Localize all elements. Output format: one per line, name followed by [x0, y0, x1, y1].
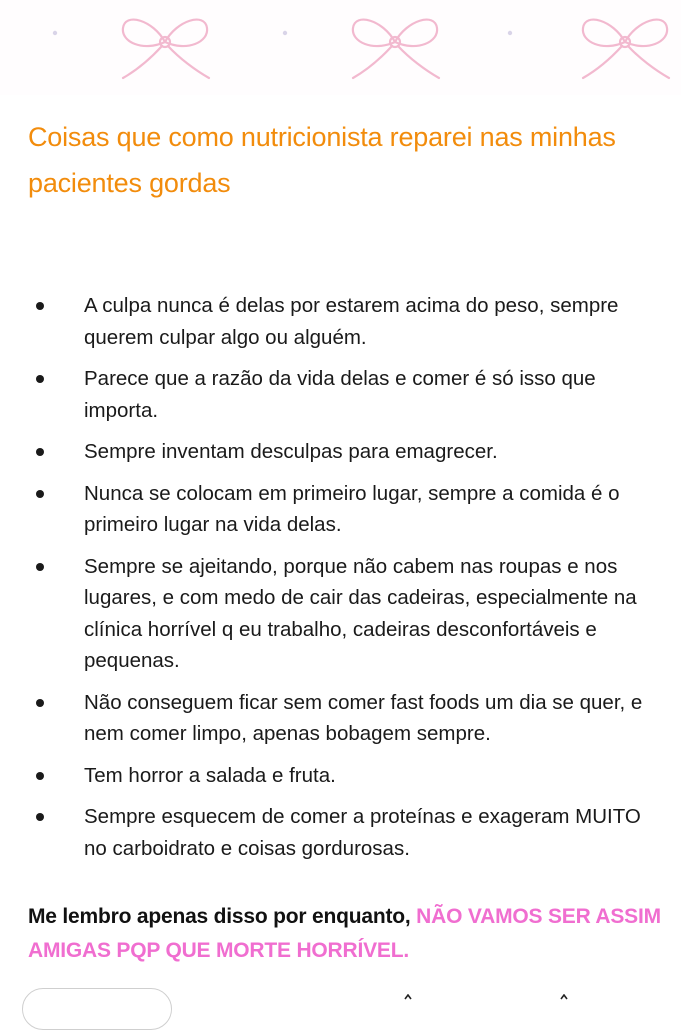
bullet-icon — [36, 302, 44, 310]
closing-highlight: NÃO VAMOS SER ASSIM AMIGAS PQP QUE MORTE HORRÍVEL. — [28, 905, 661, 962]
list-item — [0, 551, 681, 677]
closing-text: Me lembro apenas disso por enquanto, — [28, 905, 417, 928]
reblog-icon[interactable] — [404, 994, 412, 1000]
list-item — [0, 760, 681, 792]
list-item-text: Nunca se colocam em primeiro lugar, sempre a comida é o primeiro lugar na vida delas. — [84, 481, 620, 536]
bullet-icon — [36, 375, 44, 383]
list-item-text: Parece que a razão da vida delas e comer é só isso que importa. — [84, 367, 596, 422]
list-item-text: A culpa nunca é delas por estarem acima do peso, sempre querem culpar algo ou alguém. — [84, 294, 619, 349]
list-item — [0, 290, 681, 353]
bullet-icon — [36, 448, 44, 456]
list-item — [0, 478, 681, 541]
bullet-icon — [36, 490, 44, 498]
list-item — [0, 687, 681, 750]
like-icon[interactable] — [560, 994, 568, 1000]
bullet-icon — [36, 813, 44, 821]
list-item — [0, 801, 681, 864]
closing-paragraph — [28, 900, 668, 968]
list-item-text: Tem horror a salada e fruta. — [84, 763, 336, 787]
observations-list — [0, 290, 681, 874]
bullet-icon — [36, 772, 44, 780]
action-pill-button[interactable] — [22, 988, 172, 1030]
list-item-text: Sempre esquecem de comer a proteínas e exageram MUITO no carboidrato e coisas gordurosas. — [84, 805, 641, 860]
bow-pattern-icon — [0, 0, 681, 95]
list-item — [0, 363, 681, 426]
list-item-text: Não conseguem ficar sem comer fast foods um dia se quer, e nem comer limpo, apenas bobagem sempre. — [84, 690, 643, 745]
bullet-icon — [36, 699, 44, 707]
bullet-icon — [36, 563, 44, 571]
list-item — [0, 436, 681, 468]
list-item-text: Sempre inventam desculpas para emagrecer. — [84, 440, 498, 463]
post-title: Coisas que como nutricionista reparei nas minhas pacientes gordas — [28, 122, 616, 198]
list-item-text: Sempre se ajeitando, porque não cabem nas roupas e nos lugares, e com medo de cair das cadeiras, especialmente na clínica horrível q eu trabalho, cadeiras desconfortáveis e pequenas. — [84, 554, 637, 672]
header-banner — [0, 0, 681, 95]
